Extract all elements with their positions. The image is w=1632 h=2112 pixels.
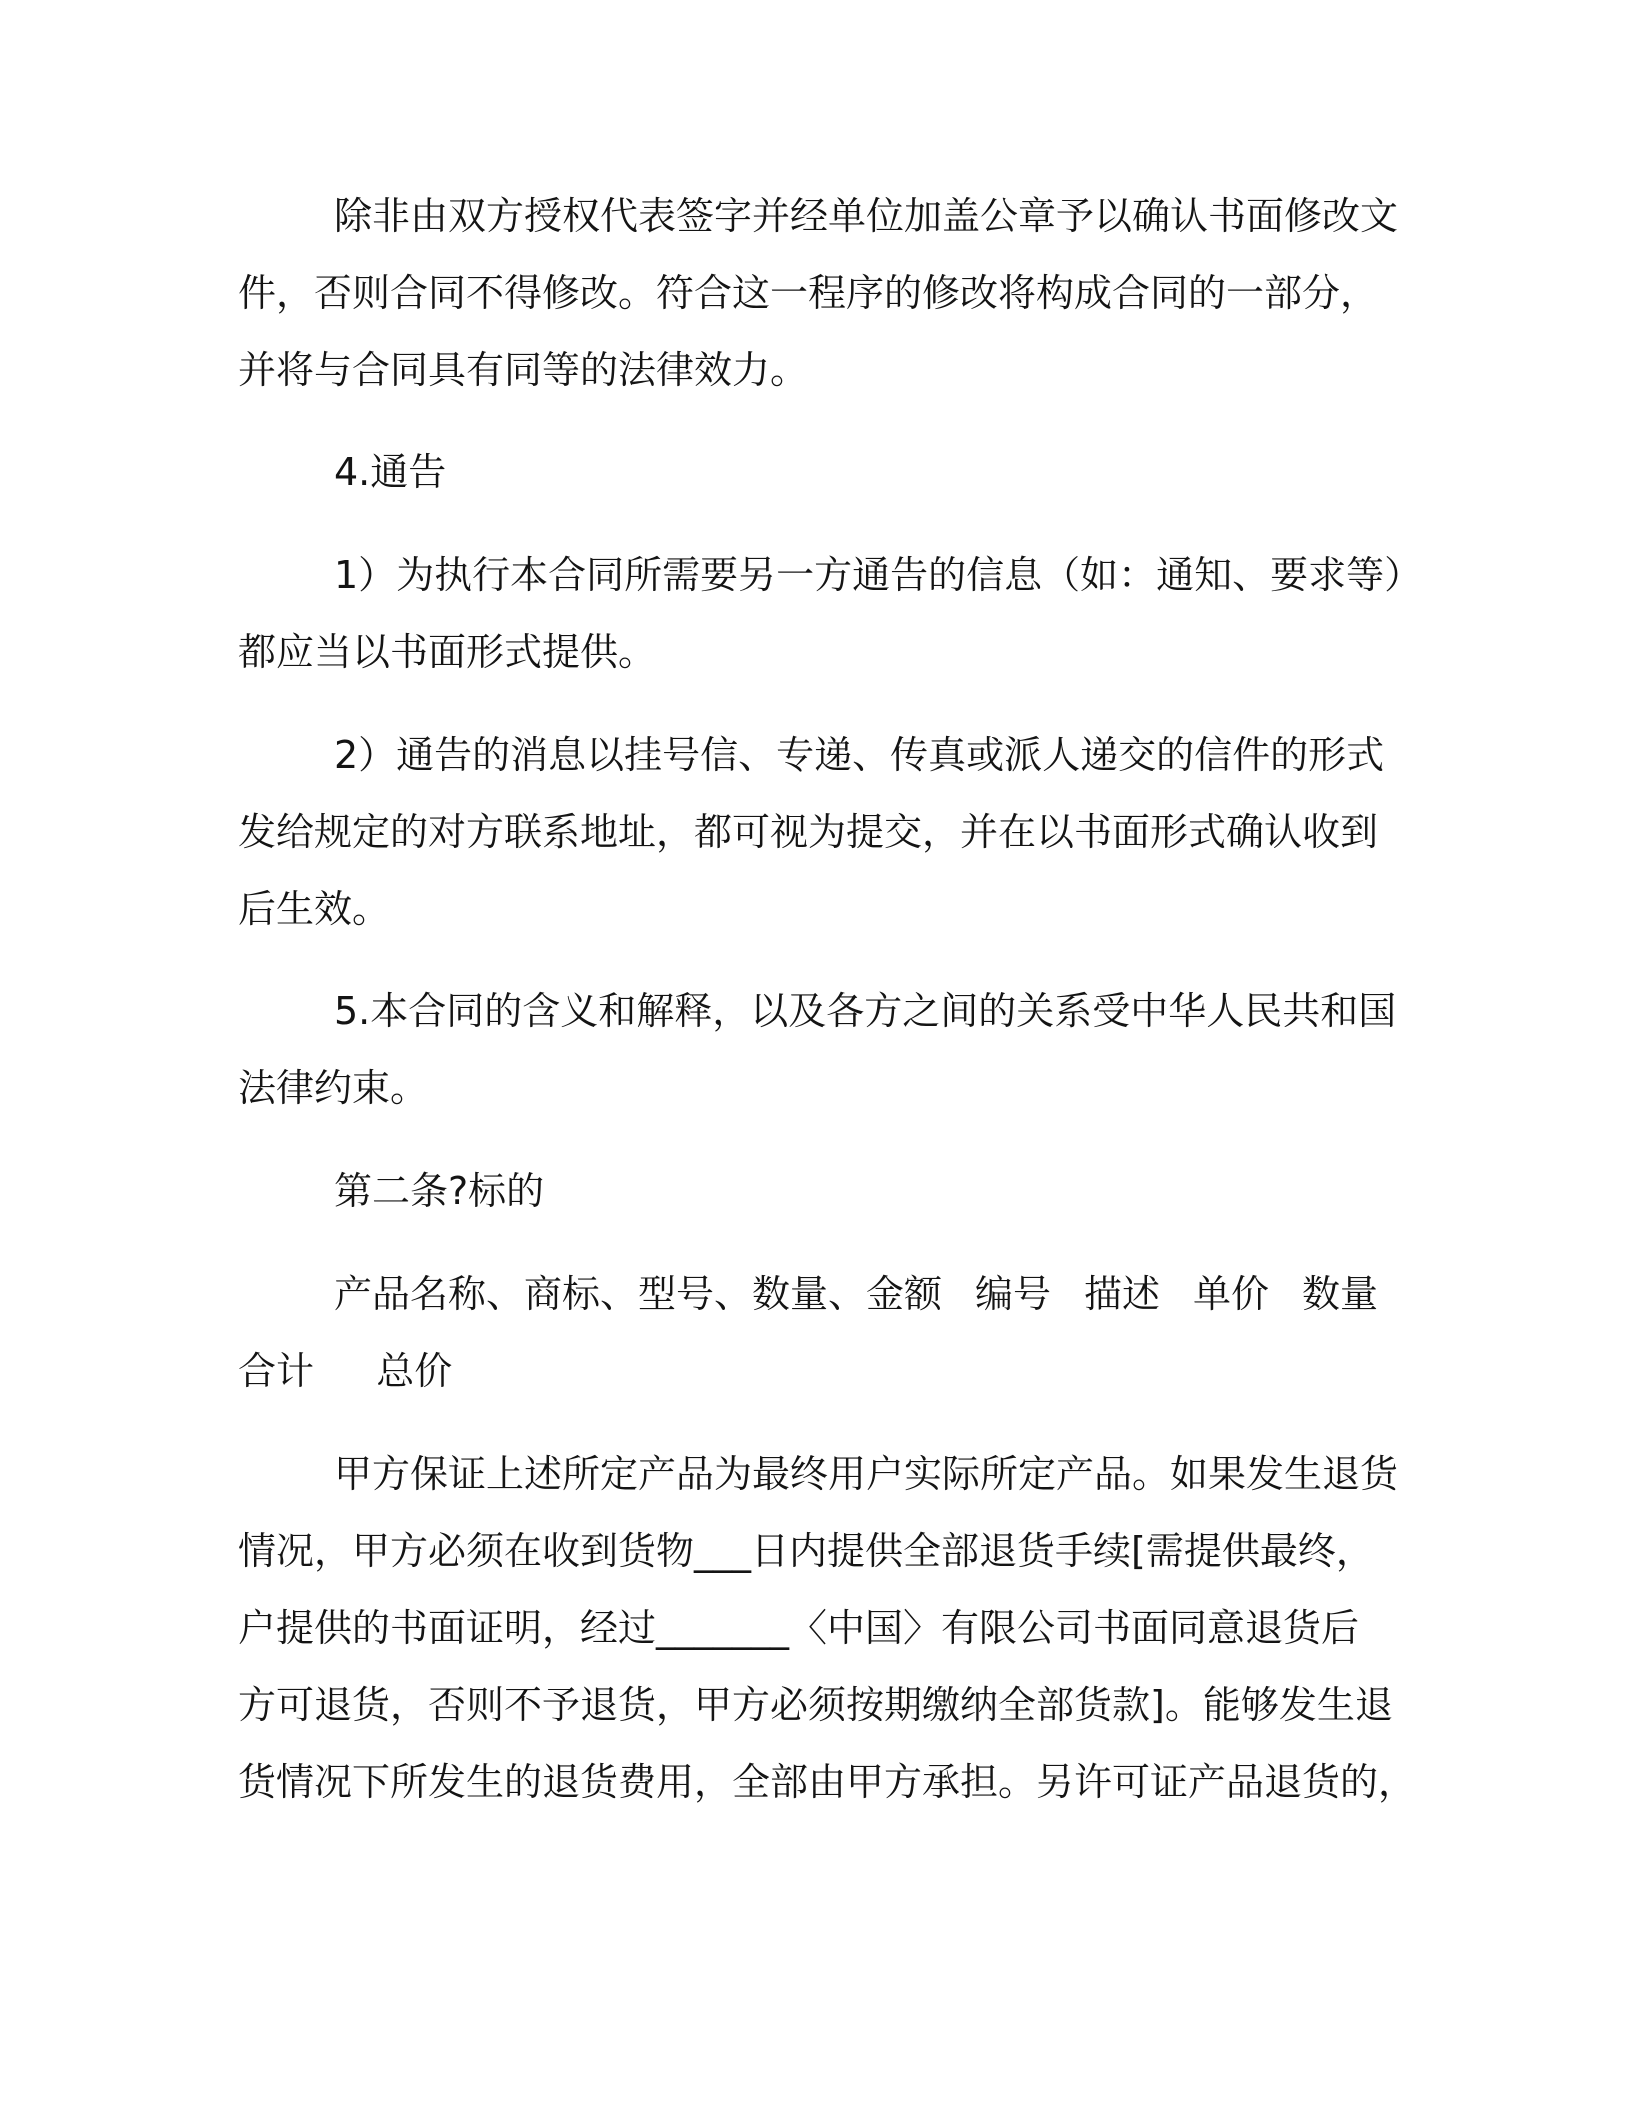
- paragraph-amendment: [238, 178, 1399, 409]
- table-header-cell: 总价: [376, 1349, 453, 1393]
- paragraph-notice-item-2: [238, 717, 1385, 948]
- table-header-cell: 单价: [1192, 1272, 1269, 1316]
- table-header-cell: 合计: [238, 1349, 315, 1393]
- product-table-header: [238, 1256, 1378, 1410]
- text-line: 5.本合同的含义和解释，以及各方之间的关系受中华人民共和国: [334, 989, 1397, 1033]
- paragraph-notice-item-1: [238, 537, 1423, 691]
- text-line: 法律约束。: [238, 1066, 429, 1110]
- paragraph-returns: [238, 1436, 1417, 1821]
- text-line: 1）为执行本合同所需要另一方通告的信息（如：通知、要求等）: [334, 553, 1423, 597]
- text-line: 件，否则合同不得修改。符合这一程序的修改将构成合同的一部分，: [238, 271, 1379, 315]
- text-line: 方可退货，否则不予退货，甲方必须按期缴纳全部货款]。能够发生退: [238, 1683, 1393, 1727]
- table-header-cell: 描述: [1083, 1272, 1160, 1316]
- heading-article-2: [238, 1153, 1378, 1230]
- text-line: 并将与合同具有同等的法律效力。: [238, 348, 809, 392]
- text-line: 甲方保证上述所定产品为最终用户实际所定产品。如果发生退货: [334, 1452, 1399, 1496]
- text-line: 后生效。: [238, 887, 391, 931]
- text-line: 发给规定的对方联系地址，都可视为提交，并在以书面形式确认收到: [238, 810, 1379, 854]
- text-line: 都应当以书面形式提供。: [238, 630, 657, 674]
- text-line: 2）通告的消息以挂号信、专递、传真或派人递交的信件的形式: [334, 733, 1385, 777]
- table-header-line: [238, 1333, 1378, 1410]
- section-heading: 4.通告: [334, 450, 447, 494]
- table-header-cell: 产品名称、商标、型号、数量、金额: [334, 1272, 943, 1316]
- text-line: 除非由双方授权代表签字并经单位加盖公章予以确认书面修改文: [334, 194, 1399, 238]
- paragraph-governing-law: [238, 973, 1397, 1127]
- text-line: 户提供的书面证明，经过_______〈中国〉有限公司书面同意退货后: [238, 1606, 1360, 1650]
- table-header-line: [238, 1256, 1378, 1333]
- table-header-cell: 数量: [1301, 1272, 1378, 1316]
- heading-notice: [238, 434, 1378, 511]
- text-line: 情况，甲方必须在收到货物___日内提供全部退货手续[需提供最终，: [238, 1529, 1374, 1573]
- text-line: 货情况下所发生的退货费用，全部由甲方承担。另许可证产品退货的，: [238, 1760, 1417, 1804]
- article-heading: 第二条?标的: [334, 1169, 545, 1213]
- table-header-cell: 编号: [974, 1272, 1051, 1316]
